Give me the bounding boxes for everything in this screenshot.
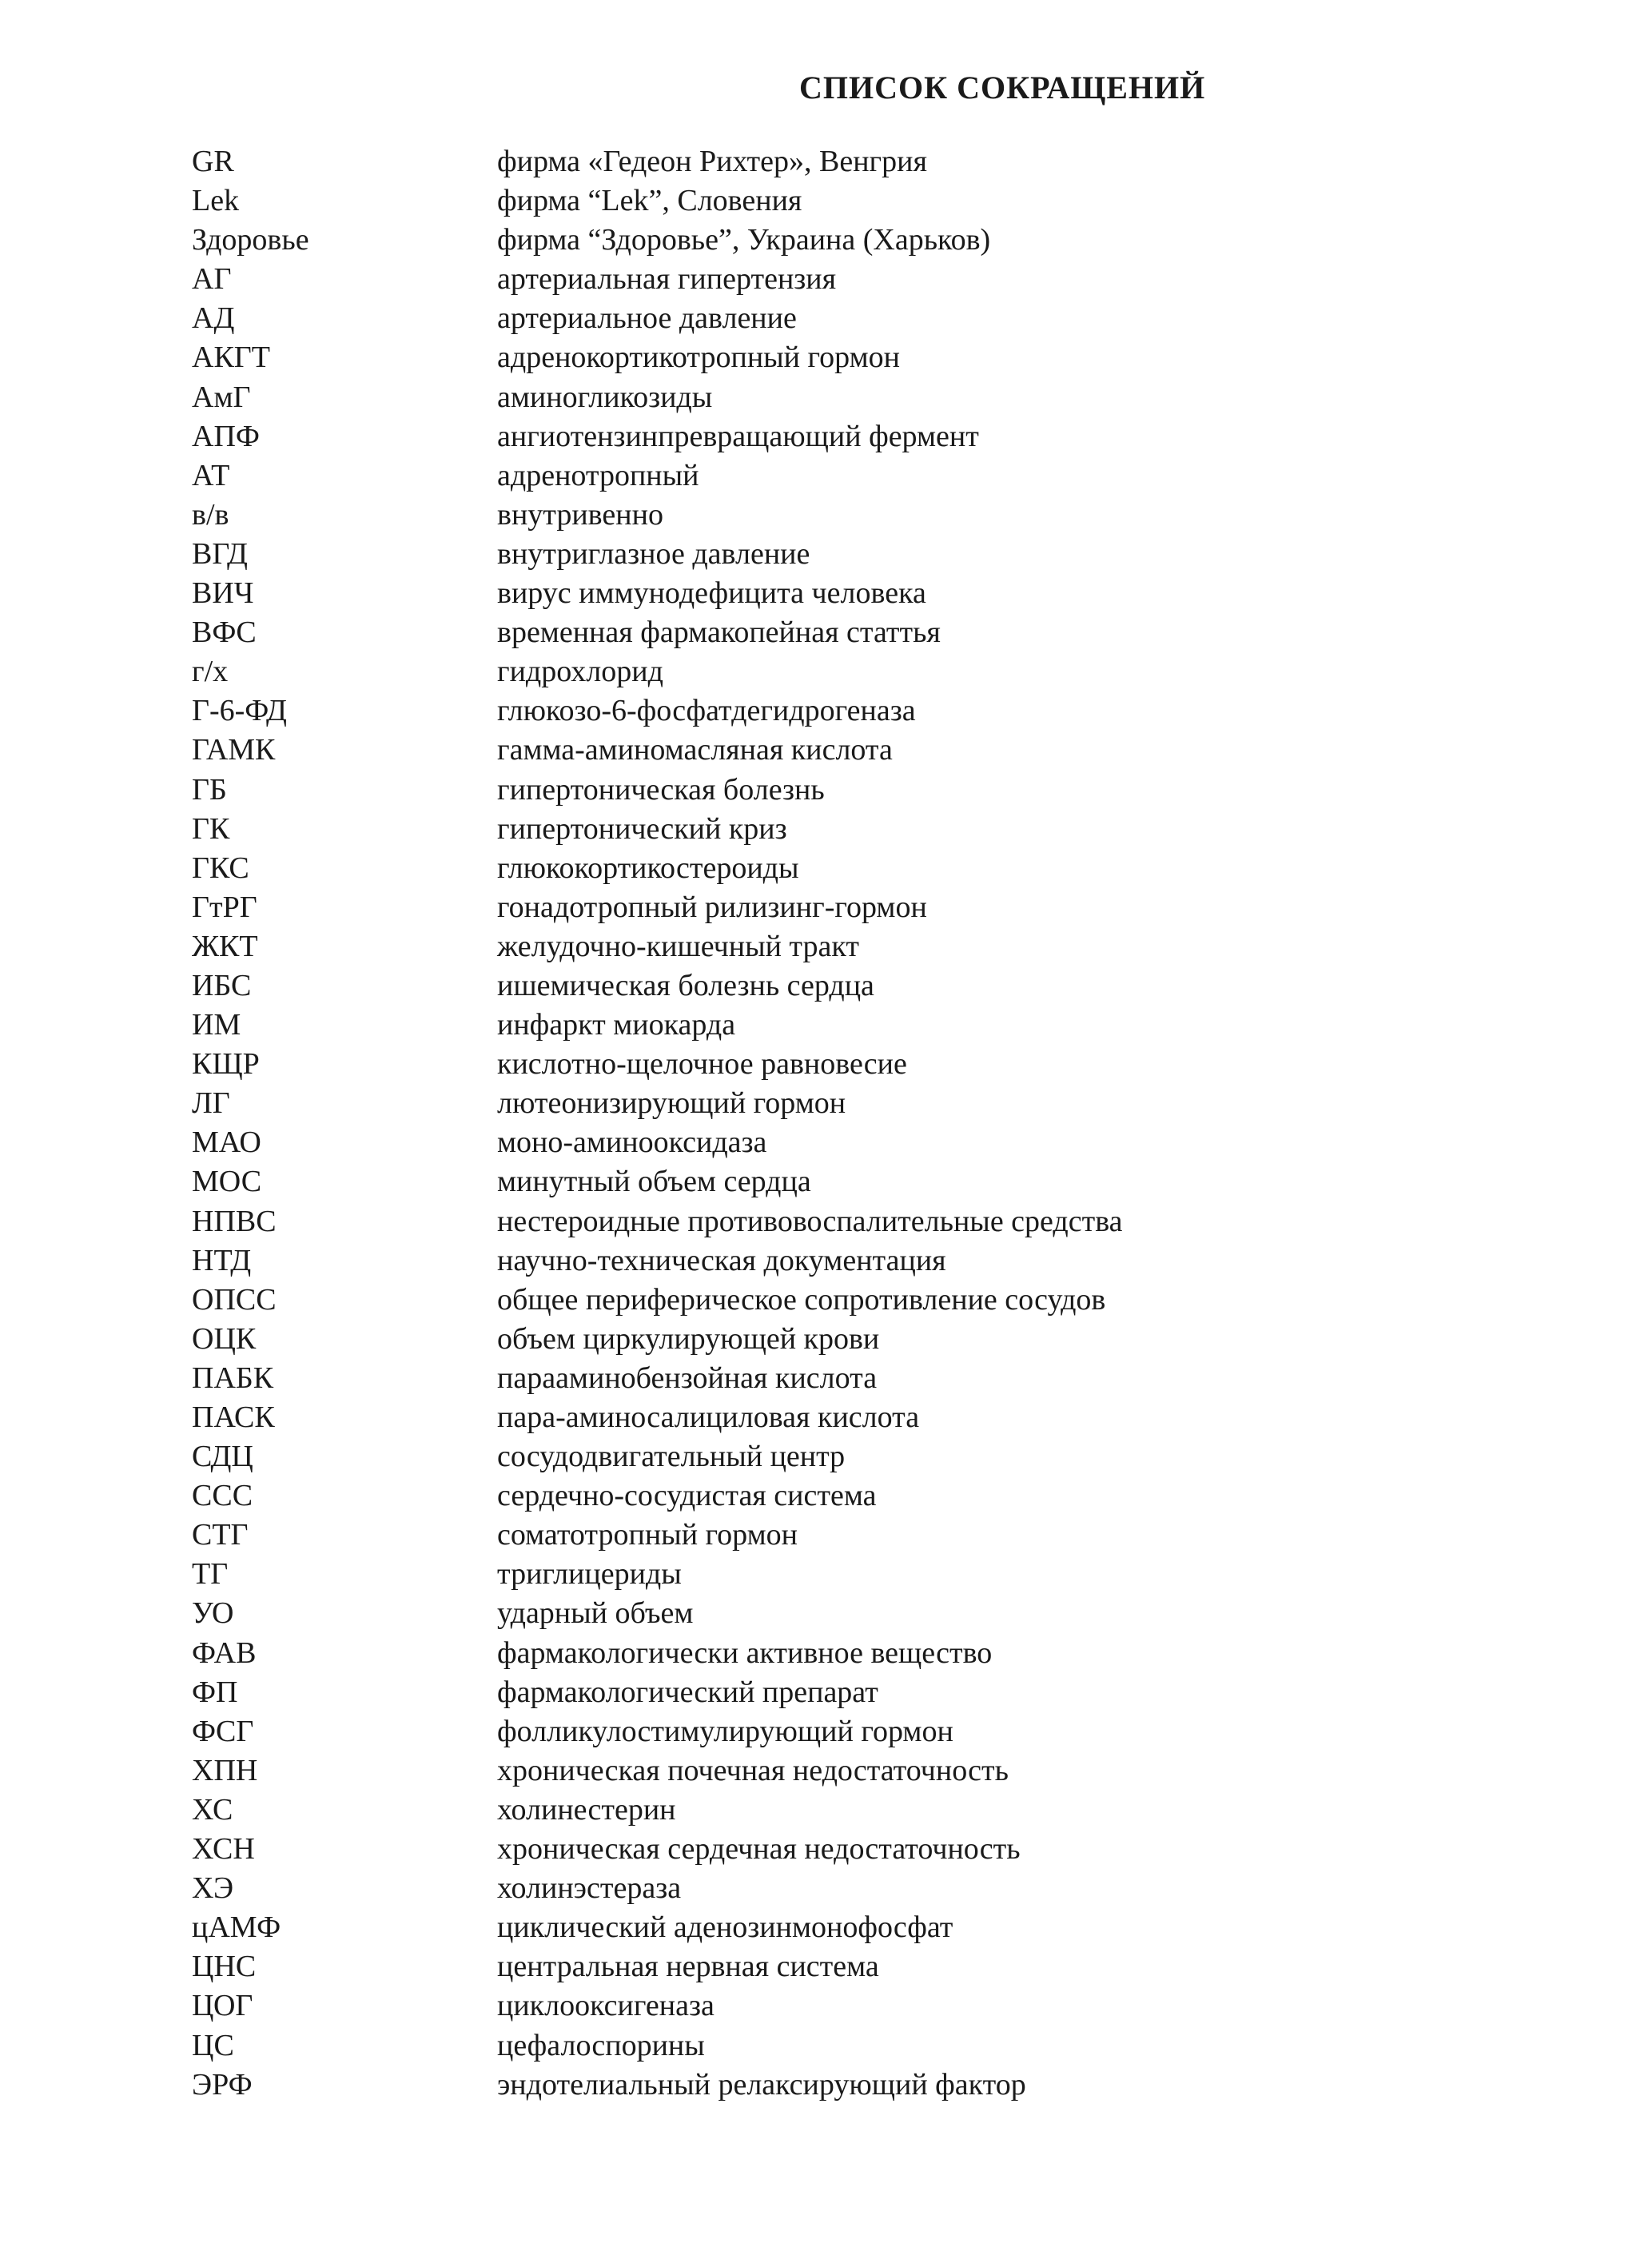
abbreviation-row — [0, 771, 1652, 810]
abbreviation-term: ГАМК — [192, 733, 276, 767]
abbreviation-term: GR — [192, 145, 234, 178]
abbreviation-term: в/в — [192, 497, 229, 532]
abbreviation-definition: артериальная гипертензия — [497, 262, 837, 297]
abbreviation-definition: центральная нервная система — [497, 1950, 879, 1984]
abbreviation-definition: внутривенно — [497, 497, 663, 532]
abbreviation-term: ГБ — [192, 772, 227, 807]
abbreviation-term: АГ — [192, 262, 232, 297]
abbreviation-row — [0, 1751, 1652, 1791]
abbreviation-definition: пара-аминосалициловая кислота — [497, 1400, 920, 1434]
abbreviation-term: ТГ — [192, 1557, 229, 1592]
abbreviation-row — [0, 966, 1652, 1006]
abbreviation-row — [0, 338, 1652, 377]
abbreviation-definition: сосудодвигательный центр — [497, 1440, 846, 1474]
abbreviation-row — [0, 1123, 1652, 1162]
abbreviation-row — [0, 1712, 1652, 1751]
abbreviation-row — [0, 1986, 1652, 2026]
abbreviation-term: ОПСС — [192, 1282, 277, 1317]
abbreviation-row — [0, 1281, 1652, 1320]
abbreviation-term: Здоровье — [192, 223, 309, 257]
abbreviation-definition: фирма «Гедеон Рихтер», Венгрия — [497, 145, 927, 178]
abbreviation-definition: ангиотензинпревращающий фермент — [497, 419, 979, 453]
abbreviation-term: ЦОГ — [192, 1989, 253, 2023]
abbreviation-list — [0, 142, 1652, 2105]
abbreviation-term: СДЦ — [192, 1440, 253, 1474]
abbreviation-row — [0, 574, 1652, 613]
page-title: СПИСОК СОКРАЩЕНИЙ — [799, 70, 1206, 106]
abbreviation-definition: моно-аминооксидаза — [497, 1126, 767, 1160]
abbreviation-definition: гипертонический криз — [497, 811, 787, 846]
abbreviation-definition: нестероидные противовоспалительные средства — [497, 1204, 1123, 1238]
abbreviation-row — [0, 1084, 1652, 1123]
abbreviation-row — [0, 888, 1652, 927]
abbreviation-definition: хроническая почечная недостаточность — [497, 1753, 1009, 1787]
abbreviation-definition: цефалоспорины — [497, 2028, 705, 2062]
abbreviation-definition: сердечно-сосудистая система — [497, 1479, 877, 1513]
abbreviation-term: КЩР — [192, 1047, 260, 1082]
abbreviation-term: МАО — [192, 1126, 261, 1160]
abbreviation-row — [0, 691, 1652, 731]
abbreviation-term: ГтРГ — [192, 890, 257, 924]
abbreviation-row — [0, 849, 1652, 888]
abbreviation-definition: лютеонизирующий гормон — [497, 1086, 846, 1121]
abbreviation-definition: кислотно-щелочное равновесие — [497, 1047, 907, 1082]
abbreviation-definition: временная фармакопейная статтья — [497, 616, 941, 650]
abbreviation-definition: фирма “Lek”, Словения — [497, 184, 802, 218]
abbreviation-row — [0, 1908, 1652, 1947]
abbreviation-term: ГКС — [192, 851, 249, 885]
abbreviation-row — [0, 456, 1652, 496]
abbreviation-term: ЦС — [192, 2028, 234, 2062]
abbreviation-definition: глюкокортикостероиды — [497, 851, 799, 885]
abbreviation-row — [0, 1791, 1652, 1830]
abbreviation-row — [0, 1869, 1652, 1908]
abbreviation-term: ЖКТ — [192, 929, 258, 963]
abbreviation-row — [0, 1359, 1652, 1398]
abbreviation-term: ГК — [192, 811, 230, 846]
abbreviation-definition: гонадотропный рилизинг-гормон — [497, 890, 927, 924]
abbreviation-row — [0, 142, 1652, 181]
abbreviation-row — [0, 1634, 1652, 1673]
abbreviation-row — [0, 221, 1652, 260]
abbreviation-definition: фармакологически активное вещество — [497, 1636, 993, 1670]
abbreviation-row — [0, 927, 1652, 966]
abbreviation-term: ЛГ — [192, 1086, 230, 1121]
abbreviation-definition: адренокортикотропный гормон — [497, 341, 900, 375]
abbreviation-row — [0, 613, 1652, 652]
abbreviation-term: ХПН — [192, 1753, 258, 1787]
abbreviation-row — [0, 1673, 1652, 1712]
abbreviation-row — [0, 417, 1652, 456]
abbreviation-term: ХС — [192, 1792, 233, 1827]
abbreviation-term: АмГ — [192, 380, 251, 414]
abbreviation-definition: минутный объем сердца — [497, 1165, 811, 1199]
abbreviation-definition: вирус иммунодефицита человека — [497, 576, 926, 611]
abbreviation-term: ВГД — [192, 536, 248, 571]
abbreviation-definition: циклический аденозинмонофосфат — [497, 1910, 953, 1945]
abbreviation-definition: фирма “Здоровье”, Украина (Харьков) — [497, 223, 991, 257]
abbreviation-term: ПАСК — [192, 1400, 275, 1434]
abbreviation-row — [0, 496, 1652, 535]
abbreviation-row — [0, 1594, 1652, 1633]
abbreviation-row — [0, 2066, 1652, 2105]
abbreviation-row — [0, 181, 1652, 221]
abbreviation-row — [0, 1202, 1652, 1241]
abbreviation-definition: внутриглазное давление — [497, 536, 810, 571]
abbreviation-row — [0, 1241, 1652, 1281]
abbreviation-term: УО — [192, 1596, 234, 1631]
abbreviation-definition: триглицериды — [497, 1557, 682, 1592]
abbreviation-definition: гамма-аминомасляная кислота — [497, 733, 893, 767]
abbreviation-term: ПАБК — [192, 1361, 274, 1395]
abbreviation-term: АТ — [192, 458, 230, 492]
abbreviation-term: ХЭ — [192, 1871, 234, 1906]
abbreviation-term: НПВС — [192, 1204, 277, 1238]
abbreviation-row — [0, 1045, 1652, 1084]
abbreviation-definition: желудочно-кишечный тракт — [497, 929, 859, 963]
abbreviation-row — [0, 1006, 1652, 1045]
abbreviation-definition: объем циркулирующей крови — [497, 1321, 880, 1356]
abbreviation-term: НТД — [192, 1243, 252, 1277]
abbreviation-term: ФСГ — [192, 1714, 254, 1748]
abbreviation-term: ХСН — [192, 1832, 255, 1867]
abbreviation-definition: ударный объем — [497, 1596, 694, 1631]
abbreviation-term: ВФС — [192, 616, 257, 650]
abbreviation-row — [0, 1320, 1652, 1359]
abbreviation-term: АД — [192, 301, 235, 336]
abbreviation-definition: соматотропный гормон — [497, 1518, 798, 1552]
abbreviation-row — [0, 1398, 1652, 1437]
abbreviation-definition: гидрохлорид — [497, 655, 663, 689]
abbreviation-definition: циклооксигеназа — [497, 1989, 715, 2023]
abbreviation-term: Lek — [192, 184, 240, 218]
abbreviation-row — [0, 1947, 1652, 1986]
abbreviation-row — [0, 2026, 1652, 2066]
abbreviation-definition: общее периферическое сопротивление сосудов — [497, 1282, 1106, 1317]
abbreviation-definition: фолликулостимулирующий гормон — [497, 1714, 953, 1748]
abbreviation-term: цАМФ — [192, 1910, 281, 1945]
abbreviation-definition: холинестерин — [497, 1792, 676, 1827]
abbreviation-definition: артериальное давление — [497, 301, 797, 336]
abbreviation-term: ВИЧ — [192, 576, 254, 611]
abbreviation-definition: адренотропный — [497, 458, 699, 492]
abbreviation-term: АКГТ — [192, 341, 270, 375]
abbreviation-definition: ишемическая болезнь сердца — [497, 968, 874, 1002]
abbreviation-term: СТГ — [192, 1518, 249, 1552]
abbreviation-row — [0, 535, 1652, 574]
abbreviation-term: ИБС — [192, 968, 252, 1002]
abbreviation-definition: фармакологический препарат — [497, 1675, 878, 1709]
abbreviation-definition: хроническая сердечная недостаточность — [497, 1832, 1021, 1867]
abbreviation-definition: аминогликозиды — [497, 380, 713, 414]
abbreviation-row — [0, 1476, 1652, 1516]
abbreviation-row — [0, 299, 1652, 338]
abbreviation-term: ИМ — [192, 1008, 241, 1042]
abbreviation-term: ОЦК — [192, 1321, 257, 1356]
abbreviation-definition: инфаркт миокарда — [497, 1008, 736, 1042]
abbreviation-term: МОС — [192, 1165, 262, 1199]
abbreviation-term: ЭРФ — [192, 2067, 253, 2102]
abbreviation-definition: холинэстераза — [497, 1871, 682, 1906]
abbreviation-row — [0, 731, 1652, 770]
abbreviation-row — [0, 1830, 1652, 1869]
abbreviation-definition: научно-техническая документация — [497, 1243, 946, 1277]
abbreviation-row — [0, 652, 1652, 691]
abbreviation-term: ЦНС — [192, 1950, 257, 1984]
abbreviation-term: г/х — [192, 655, 229, 689]
abbreviation-row — [0, 260, 1652, 299]
abbreviation-term: Г-6-ФД — [192, 694, 287, 728]
abbreviation-term: АПФ — [192, 419, 260, 453]
abbreviation-definition: гипертоническая болезнь — [497, 772, 825, 807]
abbreviation-row — [0, 810, 1652, 849]
abbreviation-definition: эндотелиальный релаксирующий фактор — [497, 2067, 1026, 2102]
abbreviation-term: ССС — [192, 1479, 253, 1513]
abbreviation-row — [0, 378, 1652, 417]
abbreviation-term: ФП — [192, 1675, 238, 1709]
abbreviation-definition: глюкозо-6-фосфатдегидрогеназа — [497, 694, 916, 728]
abbreviation-definition: парааминобензойная кислота — [497, 1361, 878, 1395]
abbreviation-row — [0, 1555, 1652, 1594]
abbreviation-row — [0, 1437, 1652, 1476]
abbreviation-row — [0, 1516, 1652, 1555]
abbreviation-row — [0, 1162, 1652, 1201]
abbreviation-term: ФАВ — [192, 1636, 257, 1670]
